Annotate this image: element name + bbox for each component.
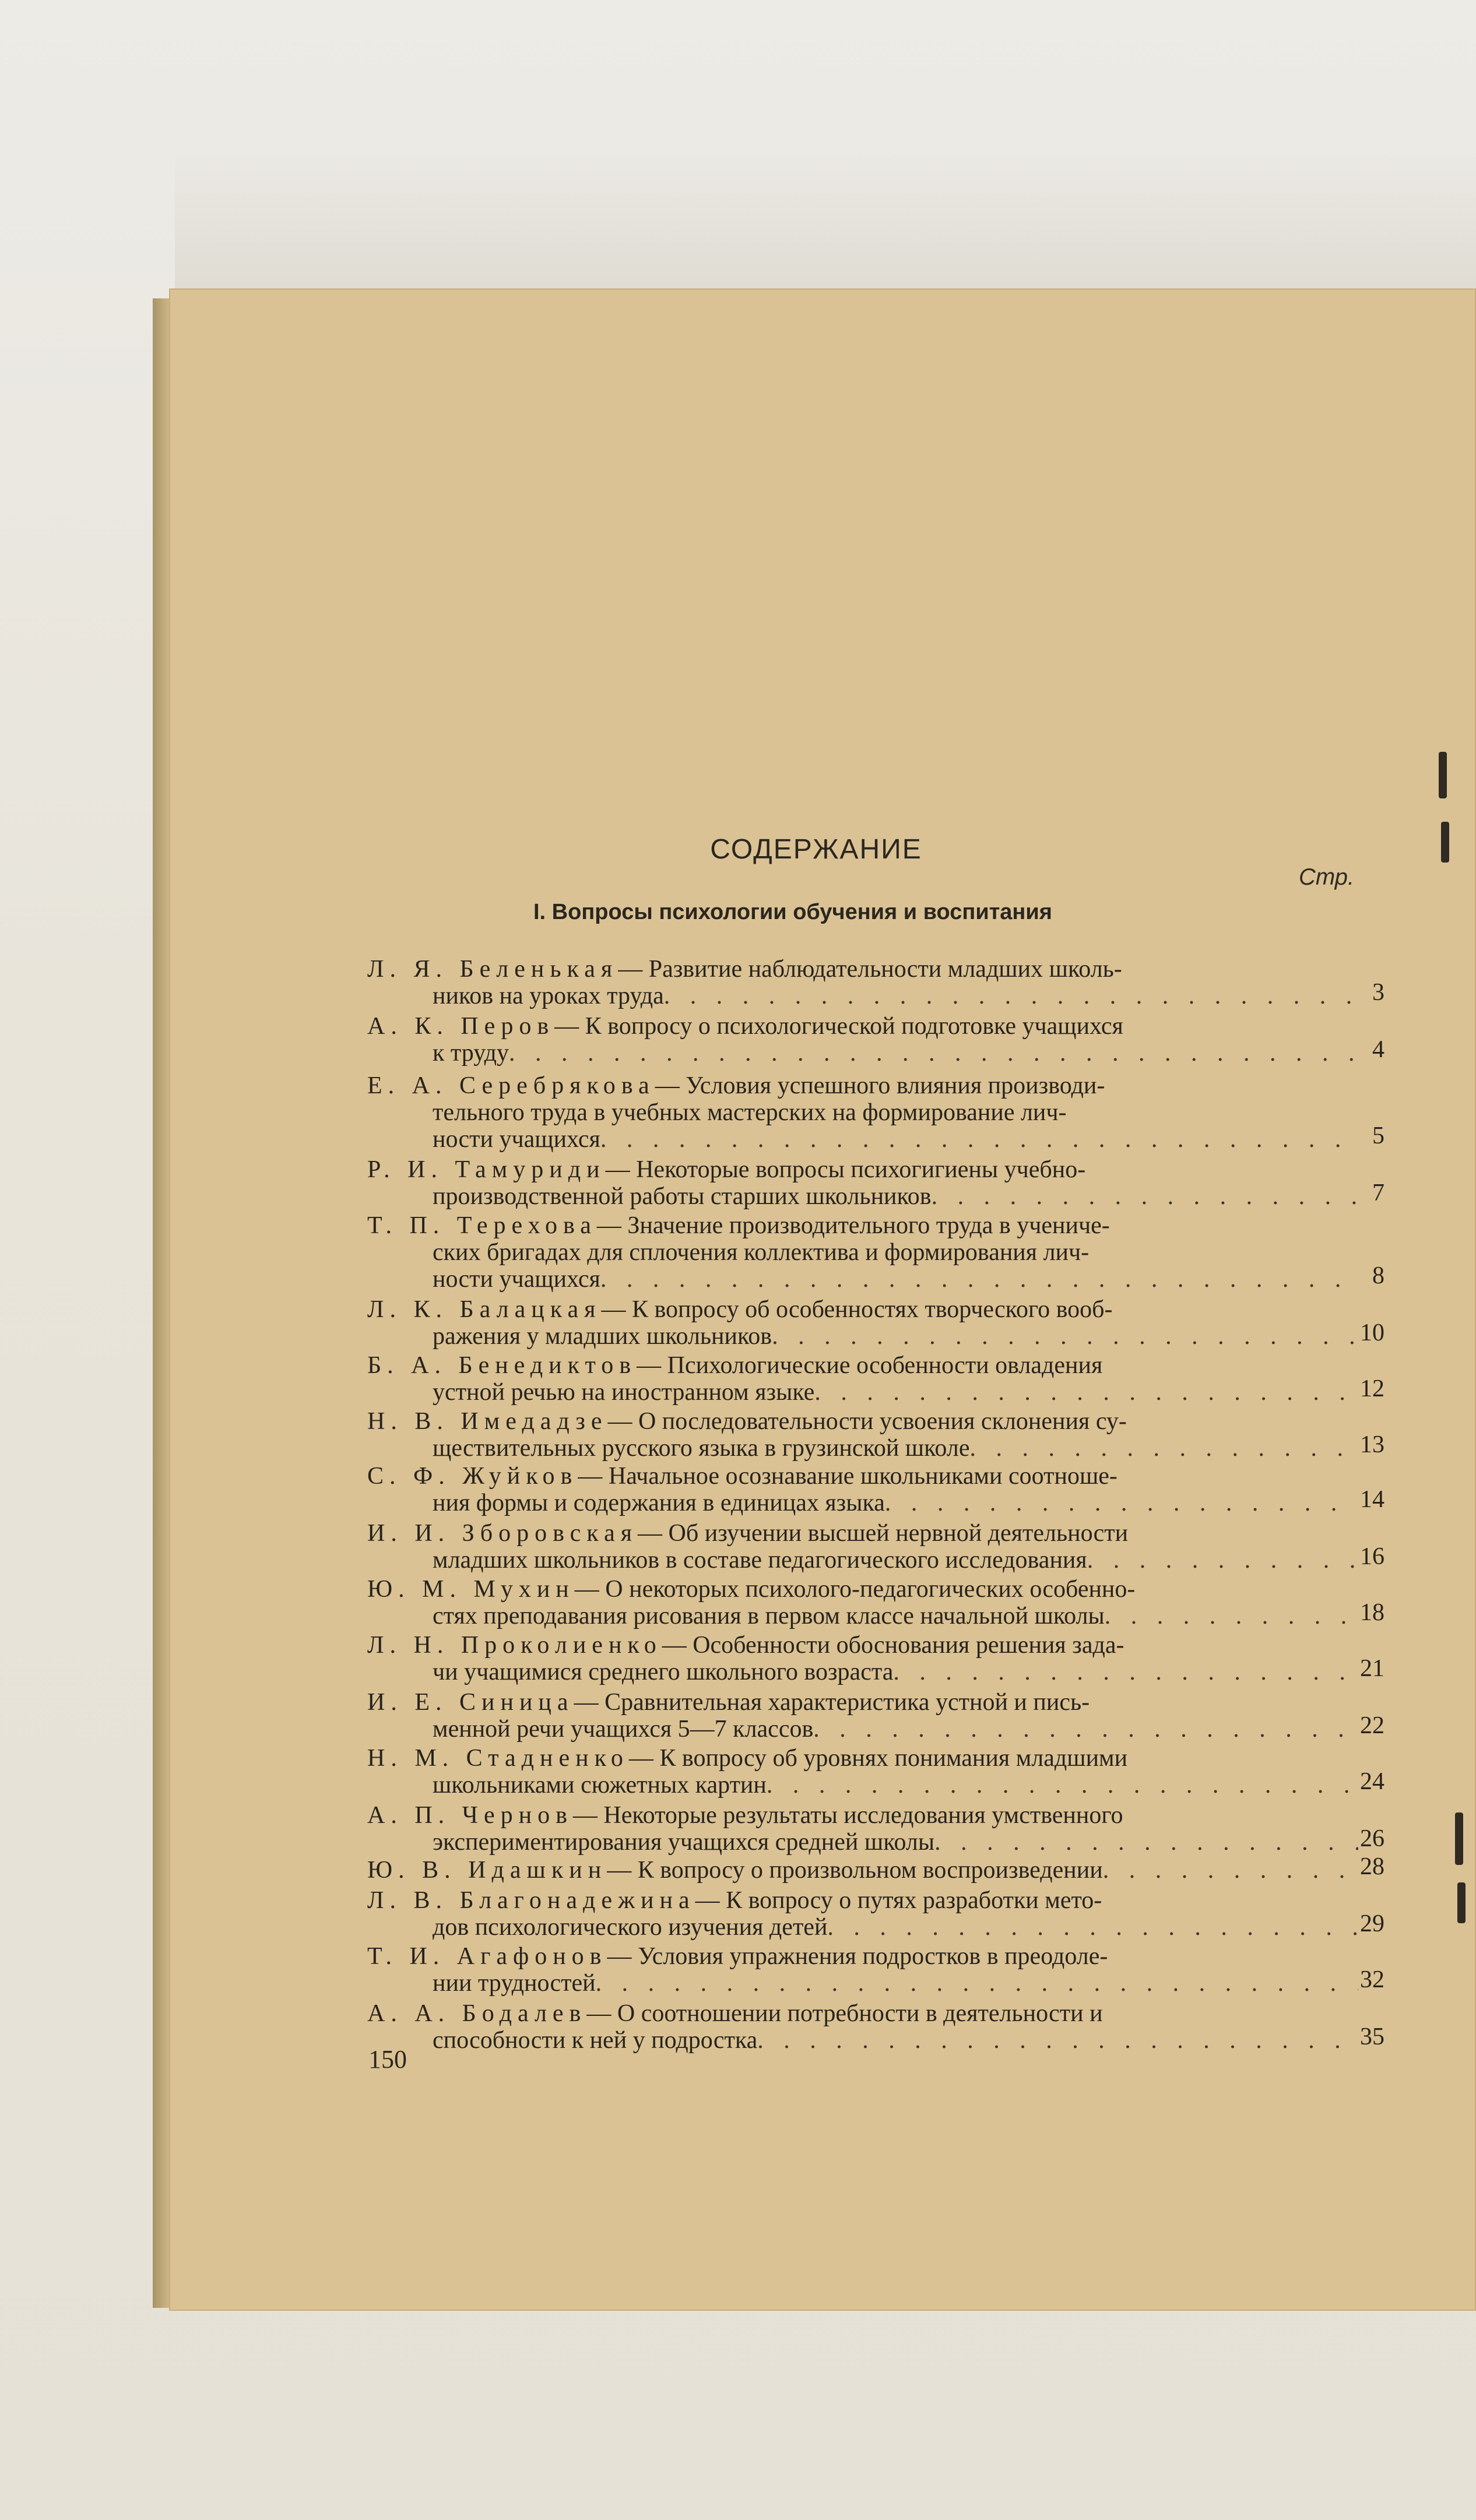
toc-title-continuation (367, 2027, 1358, 2054)
toc-title-continuation (367, 1266, 1358, 1293)
toc-entry (367, 1296, 1384, 1350)
toc-title-continuation (367, 1183, 1358, 1210)
toc-author: А. К. Перов (367, 1013, 555, 1040)
toc-entry-first-line (367, 1156, 1358, 1183)
dot-leader (1105, 1603, 1358, 1629)
toc-title-line: к труду (433, 1040, 509, 1067)
dot-leader (509, 1040, 1358, 1067)
toc-author: Е. А. Серебрякова (367, 1072, 655, 1099)
toc-entry-first-line (367, 2000, 1358, 2027)
dot-leader (600, 1266, 1358, 1293)
toc-entry (367, 1352, 1384, 1406)
toc-entry (367, 1212, 1384, 1293)
table-shadow (175, 146, 1476, 297)
toc-title-line: стях преподавания рисования в первом классе начальной школы (433, 1603, 1105, 1629)
toc-title: — О соотношении потребности в деятельности и (586, 2000, 1103, 2027)
toc-title-continuation (367, 1379, 1358, 1406)
toc-entry-first-line (367, 1352, 1358, 1379)
toc-page-number: 7 (1372, 1180, 1384, 1206)
page-column-label: Стр. (1299, 864, 1355, 890)
toc-author: Н. М. Стадненко (367, 1745, 629, 1772)
toc-entry (367, 1013, 1384, 1067)
toc-entry-first-line (367, 1943, 1358, 1970)
toc-title-line: ществительных русского языка в грузинской школе (433, 1435, 970, 1462)
toc-page-number: 21 (1360, 1655, 1384, 1682)
toc-author: Л. В. Благонадежина (367, 1887, 695, 1914)
dot-leader (1087, 1547, 1358, 1574)
dot-leader (969, 1435, 1358, 1462)
toc-title: — К вопросу о путях разработки мето- (695, 1887, 1102, 1914)
toc-title: — Некоторые вопросы психогигиены учебно- (605, 1156, 1086, 1183)
toc-entry-first-line (367, 1296, 1358, 1323)
toc-entry-first-line (367, 1857, 1358, 1884)
toc-title-continuation (367, 1040, 1358, 1067)
dot-leader (885, 1490, 1358, 1516)
toc-author: Л. Я. Беленькая (367, 956, 618, 983)
toc-page-number: 12 (1360, 1375, 1384, 1402)
toc-entry (367, 956, 1384, 1009)
toc-page-number: 8 (1372, 1262, 1384, 1289)
toc-title: — Развитие наблюдательности младших школь- (618, 956, 1122, 983)
toc-entry-first-line (367, 1632, 1358, 1659)
toc-page-number: 32 (1360, 1966, 1384, 1993)
section-title: I. Вопросы психологии обучения и воспитания (533, 900, 1052, 924)
toc-author: Т. П. Терехова (367, 1212, 597, 1239)
toc-page-number: 4 (1372, 1036, 1384, 1063)
toc-title: — Психологические особенности овладения (637, 1352, 1103, 1379)
toc-author: С. Ф. Жуйков (367, 1463, 578, 1490)
toc-page-number: 22 (1360, 1712, 1384, 1739)
toc-author: Н. В. Имедадзе (367, 1408, 608, 1435)
toc-page-number: 28 (1360, 1853, 1384, 1880)
toc-title: — К вопросу об особенностях творческого вооб- (601, 1296, 1113, 1323)
toc-title-continuation (367, 1126, 1358, 1153)
toc-title-continuation (367, 1914, 1358, 1941)
dot-leader (664, 983, 1358, 1009)
dot-leader (757, 2027, 1358, 2054)
toc-title-line: способности к ней у подростка (433, 2027, 758, 2054)
toc-author: Ю. М. Мухин (367, 1576, 575, 1603)
binding-staple-mark (1439, 752, 1447, 798)
toc-title-line: тельного труда в учебных мастерских на формирование лич- (433, 1099, 1067, 1126)
toc-page-number: 29 (1360, 1910, 1384, 1937)
toc-title-line: экспериментирования учащихся средней школы (433, 1829, 935, 1856)
toc-entry-first-line (367, 1408, 1358, 1435)
toc-author: Р. И. Тамуриди (367, 1156, 606, 1183)
toc-entry-first-line (367, 1689, 1358, 1716)
toc-title: — К вопросу о произвольном воспроизведении (607, 1857, 1103, 1884)
toc-title-continuation (367, 1239, 1358, 1266)
dot-leader (767, 1772, 1358, 1799)
toc-page-number: 24 (1360, 1768, 1384, 1795)
toc-title: — Об изучении высшей нервной деятельности (638, 1520, 1129, 1547)
toc-title-line: ников на уроках труда (433, 983, 664, 1009)
toc-title-line: менной речи учащихся 5—7 классов (433, 1716, 814, 1743)
toc-title: — К вопросу о психологической подготовке учащихся (554, 1013, 1123, 1040)
toc-title: — Сравнительная характеристика устной и пись- (574, 1689, 1090, 1716)
dot-leader (596, 1970, 1358, 1997)
dot-leader (772, 1323, 1358, 1350)
toc-entry-first-line (367, 956, 1358, 983)
toc-title-line: младших школьников в составе педагогического исследования (433, 1547, 1087, 1574)
toc-entry-first-line (367, 1013, 1358, 1040)
toc-title-continuation (367, 1323, 1358, 1350)
toc-title-continuation (367, 1970, 1358, 1997)
toc-title-continuation (367, 1603, 1358, 1629)
binding-staple-mark (1441, 822, 1449, 863)
toc-page-number: 3 (1372, 979, 1384, 1006)
toc-title-continuation (367, 1772, 1358, 1799)
toc-entry-first-line (367, 1745, 1358, 1772)
toc-title: — О некоторых психолого-педагогических особенно- (574, 1576, 1136, 1603)
toc-entry (367, 2000, 1384, 2054)
toc-entry-first-line (367, 1072, 1358, 1099)
dot-leader (934, 1829, 1358, 1856)
toc-author: Ю. В. Идашкин (367, 1857, 607, 1884)
toc-entry-first-line (367, 1463, 1358, 1490)
toc-title-continuation (367, 1716, 1358, 1743)
toc-entry (367, 1689, 1384, 1743)
toc-entry (367, 1853, 1384, 1884)
toc-entry (367, 1745, 1384, 1799)
toc-author: А. А. Бодалев (367, 2000, 587, 2027)
dot-leader (932, 1183, 1358, 1210)
dot-leader (814, 1379, 1358, 1406)
dot-leader (1103, 1857, 1358, 1884)
toc-title: — Условия упражнения подростков в преодоле- (607, 1943, 1108, 1970)
binding-staple-mark (1457, 1882, 1466, 1923)
toc-title-continuation (367, 1099, 1358, 1126)
toc-title-line: устной речью на иностранном языке (433, 1379, 815, 1406)
toc-title-continuation (367, 1435, 1358, 1462)
toc-author: И. И. Зборовская (367, 1520, 638, 1547)
dot-leader (893, 1659, 1358, 1685)
toc-title: — Начальное осознавание школьниками соотноше- (578, 1463, 1117, 1490)
toc-page-number: 5 (1372, 1122, 1384, 1149)
page-heading: СОДЕРЖАНИЕ (710, 834, 922, 865)
toc-title-line: ния формы и содержания в единицах языка (433, 1490, 885, 1516)
toc-entry (367, 1943, 1384, 1997)
toc-author: И. Е. Синица (367, 1689, 574, 1716)
toc-title-line: чи учащимися среднего школьного возраста (433, 1659, 894, 1685)
toc-entry (367, 1802, 1384, 1856)
toc-page-number: 13 (1360, 1431, 1384, 1458)
toc-entry (367, 1408, 1384, 1462)
toc-entry-first-line (367, 1887, 1358, 1914)
toc-entry-first-line (367, 1520, 1358, 1547)
toc-title-line: дов психологического изучения детей (433, 1914, 828, 1941)
toc-entry-first-line (367, 1212, 1358, 1239)
toc-entry (367, 1463, 1384, 1516)
toc-title: — О последовательности усвоения склонения су- (607, 1408, 1127, 1435)
toc-page-number: 16 (1360, 1543, 1384, 1570)
toc-title-line: ности учащихся (433, 1266, 600, 1293)
toc-title-continuation (367, 1547, 1358, 1574)
toc-entry (367, 1632, 1384, 1685)
toc-entry-first-line (367, 1802, 1358, 1829)
toc-title: — Некоторые результаты исследования умственного (572, 1802, 1123, 1829)
toc-entry (367, 1156, 1384, 1210)
toc-author: Л. К. Балацкая (367, 1296, 602, 1323)
toc-title-continuation (367, 1829, 1358, 1856)
toc-title-line: производственной работы старших школьников (433, 1183, 932, 1210)
toc-title: — К вопросу об уровнях понимания младшими (628, 1745, 1128, 1772)
toc-entry (367, 1072, 1384, 1153)
toc-entry (367, 1887, 1384, 1941)
toc-title-line: школьниками сюжетных картин (433, 1772, 767, 1799)
dot-leader (813, 1716, 1358, 1743)
toc-title-line: ских бригадах для сплочения коллектива и формирования лич- (433, 1239, 1090, 1266)
table-of-contents (367, 956, 1384, 2054)
toc-title-line: ражения у младших школьников (433, 1323, 772, 1350)
toc-author: Л. Н. Проколиенко (367, 1632, 662, 1659)
toc-entry (367, 1576, 1384, 1629)
toc-title: — Условия успешного влияния производи- (655, 1072, 1105, 1099)
binding-staple-mark (1455, 1812, 1463, 1865)
toc-entry-first-line (367, 1576, 1358, 1603)
toc-page-number: 10 (1360, 1319, 1384, 1346)
toc-title: — Значение производительного труда в учениче- (596, 1212, 1110, 1239)
toc-entry (367, 1520, 1384, 1574)
toc-title-line: нии трудностей (433, 1970, 596, 1997)
toc-author: А. П. Чернов (367, 1802, 573, 1829)
toc-title-continuation (367, 1659, 1358, 1685)
page-number: 150 (368, 2045, 407, 2074)
toc-title: — Особенности обоснования решения зада- (662, 1632, 1124, 1659)
toc-author: Т. И. Агафонов (367, 1943, 607, 1970)
dot-leader (827, 1914, 1358, 1941)
dot-leader (600, 1126, 1358, 1153)
toc-page-number: 26 (1360, 1825, 1384, 1852)
toc-page-number: 35 (1360, 2023, 1384, 2050)
toc-title-line: ности учащихся (433, 1126, 600, 1153)
toc-page-number: 14 (1360, 1486, 1384, 1513)
toc-title-continuation (367, 1490, 1358, 1516)
toc-page-number: 18 (1360, 1599, 1384, 1626)
toc-author: Б. А. Бенедиктов (367, 1352, 637, 1379)
toc-title-continuation (367, 983, 1358, 1009)
